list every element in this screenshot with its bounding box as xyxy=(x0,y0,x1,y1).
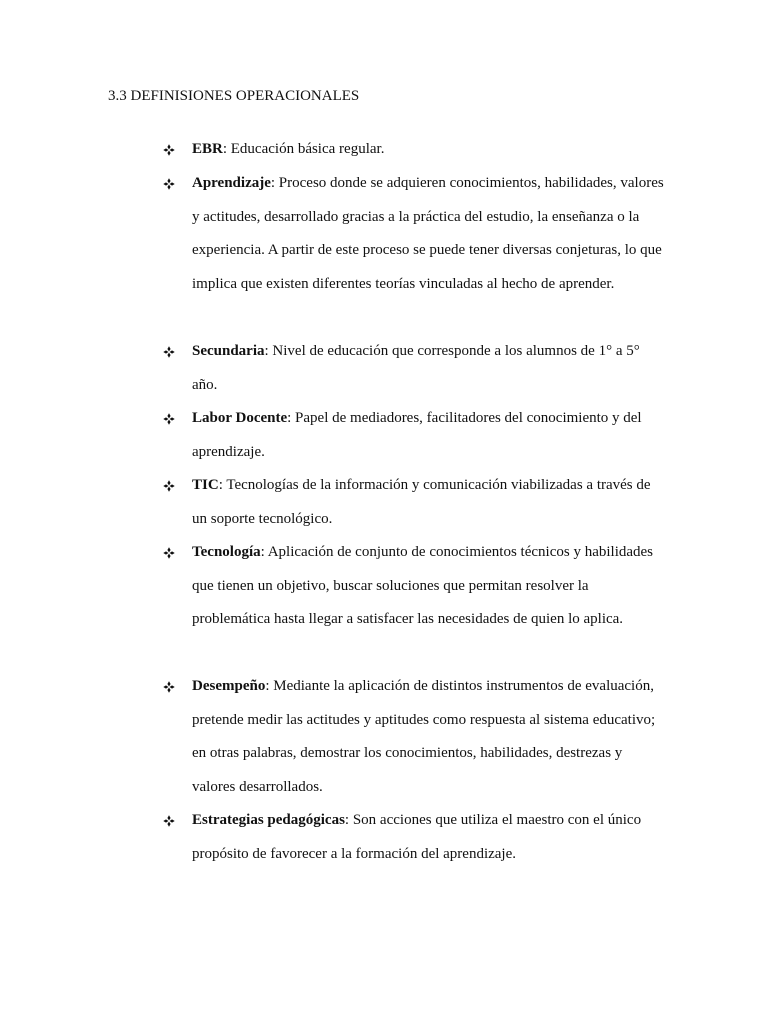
definition-text: : Mediante la aplicación de distintos instrumentos de evaluación, pretende medir las actitudes y aptitudes como respuesta al sistema educativo; en otras palabras, demostrar los conocimientos, habilidades, destrezas y valores desarrollados. xyxy=(192,678,656,795)
definition-term: Desempeño xyxy=(192,678,266,694)
definition-text: : Son acciones que utiliza el maestro con el único propósito de favorecer a la formación del aprendizaje. xyxy=(192,812,642,862)
definition-item xyxy=(192,402,664,469)
definition-item xyxy=(192,335,664,402)
diamond-bullet-icon xyxy=(163,178,175,190)
diamond-bullet-icon xyxy=(163,413,175,425)
definition-item xyxy=(192,670,664,804)
definition-term: Tecnología xyxy=(192,544,261,560)
definition-item xyxy=(192,469,664,536)
definition-term: EBR xyxy=(192,141,223,157)
definition-text: : Educación básica regular. xyxy=(222,141,385,157)
diamond-bullet-icon xyxy=(163,480,175,492)
definition-text: : Nivel de educación que corresponde a los alumnos de 1° a 5° año. xyxy=(192,343,640,393)
definition-term: Labor Docente xyxy=(192,410,288,426)
diamond-bullet-icon xyxy=(163,144,175,156)
definition-text: : Tecnologías de la información y comunicación viabilizadas a través de un soporte tecnológico. xyxy=(192,477,651,527)
section-heading: 3.3 DEFINISIONES OPERACIONALES xyxy=(108,88,360,104)
definition-text: : Aplicación de conjunto de conocimientos técnicos y habilidades que tienen un objetivo, buscar soluciones que permitan resolver la problemática hasta llegar a satisfacer las necesidades de quien lo aplica. xyxy=(192,544,654,627)
definition-term: TIC xyxy=(192,477,219,493)
diamond-bullet-icon xyxy=(163,346,175,358)
diamond-bullet-icon xyxy=(163,815,175,827)
definition-item xyxy=(192,536,664,637)
definition-term: Secundaria xyxy=(192,343,265,359)
definition-text: : Papel de mediadores, facilitadores del conocimiento y del aprendizaje. xyxy=(192,410,642,460)
diamond-bullet-icon xyxy=(163,681,175,693)
definition-text: : Proceso donde se adquieren conocimientos, habilidades, valores y actitudes, desarrollado gracias a la práctica del estudio, la enseñanza o la experiencia. A partir de este proceso se puede tener diversas conjeturas, lo que implica que existen diferentes teorías vinculadas al hecho de aprender. xyxy=(192,175,664,292)
definition-term: Aprendizaje xyxy=(192,175,271,191)
definition-term: Estrategias pedagógicas xyxy=(192,812,345,828)
definition-item xyxy=(192,804,664,871)
diamond-bullet-icon xyxy=(163,547,175,559)
definition-item xyxy=(192,133,664,167)
definition-item xyxy=(192,167,664,301)
